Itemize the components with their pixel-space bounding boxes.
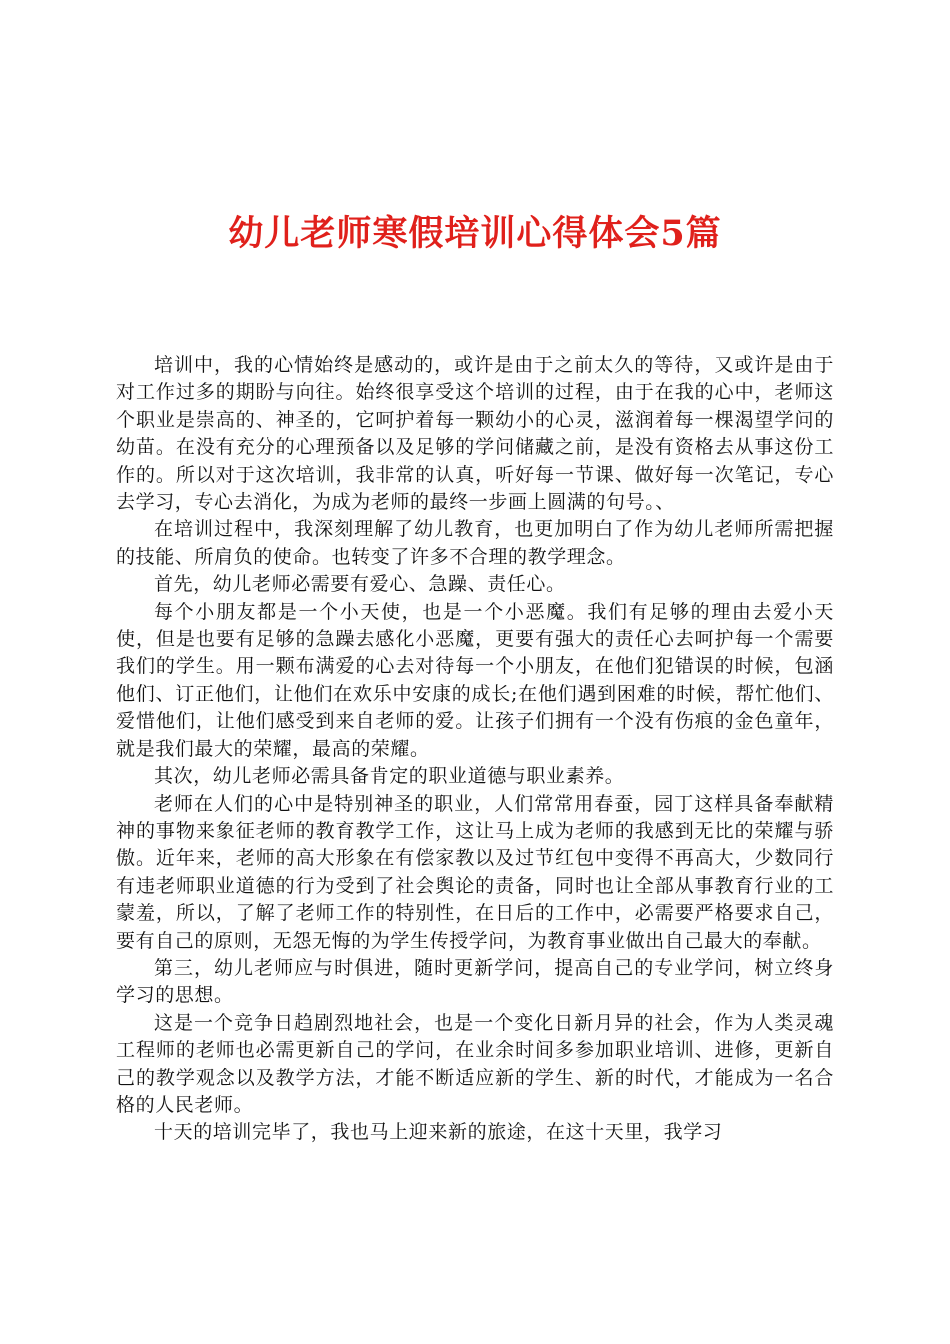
paragraph: 其次，幼儿老师必需具备肯定的职业道德与职业素养。 <box>154 765 625 788</box>
paragraph: 在培训过程中，我深刻理解了幼儿教育，也更加明白了作为幼儿老师所需把握的技能、所肩负的使命。也转变了许多不合理的教学理念。 <box>116 518 834 568</box>
paragraph: 首先，幼儿老师必需要有爱心、急躁、责任心。 <box>154 573 566 596</box>
paragraph: 培训中，我的心情始终是感动的，或许是由于之前太久的等待，又或许是由于对工作过多的期盼与向往。始终很享受这个培训的过程，由于在我的心中，老师这个职业是崇高的、神圣的，它呵护着每一颗幼小的心灵，滋润着每一棵渴望学问的幼苗。在没有充分的心理预备以及足够的学问储藏之前，是没有资格去从事这份工作的。所以对于这次培训，我非常的认真，听好每一节课、做好每一次笔记，专心去学习，专心去消化，为成为老师的最终一步画上圆满的句号。、 <box>116 354 834 514</box>
paragraph: 这是一个竞争日趋剧烈地社会，也是一个变化日新月异的社会，作为人类灵魂工程师的老师也必需更新自己的学问，在业余时间多参加职业培训、进修，更新自己的教学观念以及教学方法，才能不断适应新的学生、新的时代，才能成为一名合格的人民老师。 <box>116 1011 834 1116</box>
paragraph: 十天的培训完毕了，我也马上迎来新的旅途，在这十天里，我学习 <box>154 1121 723 1144</box>
paragraph: 第三，幼儿老师应与时俱进，随时更新学问，提高自己的专业学问，树立终身学习的思想。 <box>116 956 834 1007</box>
paragraph: 老师在人们的心中是特别神圣的职业，人们常常用春蚕，园丁这样具备奉献精神的事物来象征老师的教育教学工作，这让马上成为老师的我感到无比的荣耀与骄傲。近年来，老师的高大形象在有偿家教以及过节红包中变得不再高大，少数同行有违老师职业道德的行为受到了社会舆论的责备，同时也让全部从事教育行业的工蒙羞，所以，了解了老师工作的特别性，在日后的工作中，必需要严格要求自己，要有自己的原则，无怨无悔的为学生传授学问，为教育事业做出自己最大的奉献。 <box>116 792 834 952</box>
document-body <box>116 352 834 1147</box>
document-title: 幼儿老师寒假培训心得体会5篇 <box>228 213 722 254</box>
paragraph: 每个小朋友都是一个小天使，也是一个小恶魔。我们有足够的理由去爱小天使，但是也要有足够的急躁去感化小恶魔，更要有强大的责任心去呵护每一个需要我们的学生。用一颗布满爱的心去对待每一个小朋友，在他们犯错误的时候，包涵他们、订正他们，让他们在欢乐中安康的成长;在他们遇到困难的时候，帮忙他们、爱惜他们，让他们感受到来自老师的爱。让孩子们拥有一个没有伤痕的金色童年，就是我们最大的荣耀，最高的荣耀。 <box>116 600 834 760</box>
